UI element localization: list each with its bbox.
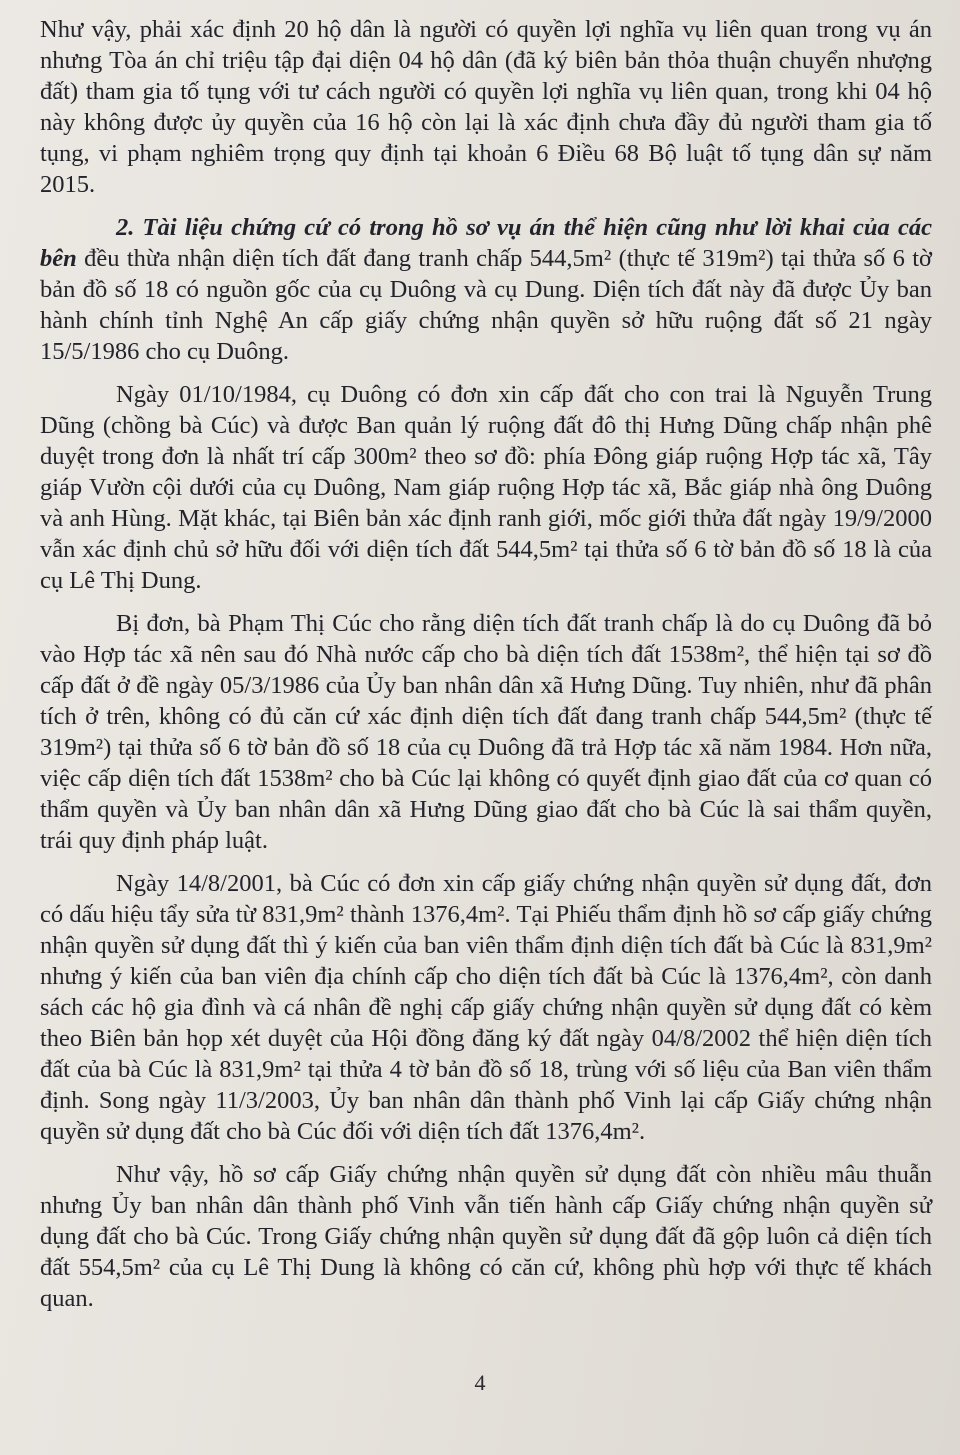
paragraph-2 <box>40 212 932 367</box>
document-body <box>40 14 932 1326</box>
paragraph-3-text: Ngày 01/10/1984, cụ Duông có đơn xin cấp đất cho con trai là Nguyễn Trung Dũng (chồng bà Cúc) và được Ban quản lý ruộng đất đô thị Hưng Dũng chấp nhận phê duyệt trong đơn là nhất trí cấp 300m² theo sơ đồ: phía Đông giáp ruộng Hợp tác xã, Tây giáp Vườn cội dưới của cụ Duông, Nam giáp ruộng Hợp tác xã, Bắc giáp nhà ông Duông và anh Hùng. Mặt khác, tại Biên bản xác định ranh giới, mốc giới thửa đất ngày 19/9/2000 vẫn xác định chủ sở hữu đối với diện tích đất 544,5m² tại thửa số 6 tờ bản đồ số 18 là của cụ Lê Thị Dung. <box>40 381 932 594</box>
paragraph-5 <box>40 868 932 1147</box>
paragraph-1-text: Như vậy, phải xác định 20 hộ dân là người có quyền lợi nghĩa vụ liên quan trong vụ án nhưng Tòa án chỉ triệu tập đại diện 04 hộ dân (đã ký biên bản thỏa thuận chuyển nhượng đất) tham gia tố tụng với tư cách người có quyền lợi nghĩa vụ liên quan, trong khi 04 hộ này không được ủy quyền của 16 hộ còn lại là xác định chưa đầy đủ người tham gia tố tụng, vi phạm nghiêm trọng quy định tại khoản 6 Điều 68 Bộ luật tố tụng dân sự năm 2015. <box>40 16 932 198</box>
paragraph-2-text: đều thừa nhận diện tích đất đang tranh chấp 544,5m² (thực tế 319m²) tại thửa số 6 tờ bản đồ số 18 có nguồn gốc của cụ Duông và cụ Dung. Diện tích đất này đã được Ủy ban hành chính tỉnh Nghệ An cấp giấy chứng nhận quyền sở hữu ruộng đất số 21 ngày 15/5/1986 cho cụ Duông. <box>40 245 932 365</box>
paragraph-1 <box>40 14 932 200</box>
paragraph-3 <box>40 379 932 596</box>
paragraph-5-text: Ngày 14/8/2001, bà Cúc có đơn xin cấp giấy chứng nhận quyền sử dụng đất, đơn có dấu hiệu tẩy sửa từ 831,9m² thành 1376,4m². Tại Phiếu thẩm định hồ sơ cấp giấy chứng nhận quyền sử dụng đất thì ý kiến của ban viên thẩm định diện tích đất bà Cúc là 831,9m² nhưng ý kiến của ban viên địa chính cấp cho diện tích đất bà Cúc là 1376,4m², còn danh sách các hộ gia đình và cá nhân đề nghị cấp giấy chứng nhận quyền sử dụng đất có kèm theo Biên bản họp xét duyệt của Hội đồng đăng ký đất ngày 04/8/2002 thể hiện diện tích đất của bà Cúc là 831,9m² tại thửa 4 tờ bản đồ số 18, trùng với số liệu của Ban viên thẩm định. Song ngày 11/3/2003, Ủy ban nhân dân thành phố Vinh lại cấp Giấy chứng nhận quyền sử dụng đất cho bà Cúc đối với diện tích đất 1376,4m². <box>40 870 932 1145</box>
section-2-heading: 2. Tài liệu chứng cứ có trong hồ sơ vụ án thể hiện cũng như lời khai của các bên <box>40 214 932 272</box>
paragraph-6 <box>40 1159 932 1314</box>
paragraph-4 <box>40 608 932 856</box>
page-number: 4 <box>474 1370 486 1395</box>
paragraph-4-text: Bị đơn, bà Phạm Thị Cúc cho rằng diện tích đất tranh chấp là do cụ Duông đã bỏ vào Hợp tác xã nên sau đó Nhà nước cấp cho bà diện tích đất 1538m², thể hiện tại sơ đồ cấp đất ở đề ngày 05/3/1986 của Ủy ban nhân dân xã Hưng Dũng. Tuy nhiên, như đã phân tích ở trên, không có đủ căn cứ xác định diện tích đất đang tranh chấp 544,5m² (thực tế 319m²) tại thửa số 6 tờ bản đồ số 18 của cụ Duông đã trả Hợp tác xã năm 1984. Hơn nữa, việc cấp diện tích đất 1538m² cho bà Cúc lại không có quyết định giao đất của cơ quan có thẩm quyền và Ủy ban nhân dân xã Hưng Dũng giao đất cho bà Cúc là sai thẩm quyền, trái quy định pháp luật. <box>40 610 932 854</box>
paragraph-6-text: Như vậy, hồ sơ cấp Giấy chứng nhận quyền sử dụng đất còn nhiều mâu thuẫn nhưng Ủy ban nhân dân thành phố Vinh vẫn tiến hành cấp Giấy chứng nhận quyền sử dụng đất cho bà Cúc. Trong Giấy chứng nhận quyền sử dụng đất đã gộp luôn cả diện tích đất 554,5m² của cụ Lê Thị Dung là không có căn cứ, không phù hợp với thực tế khách quan. <box>40 1161 932 1312</box>
